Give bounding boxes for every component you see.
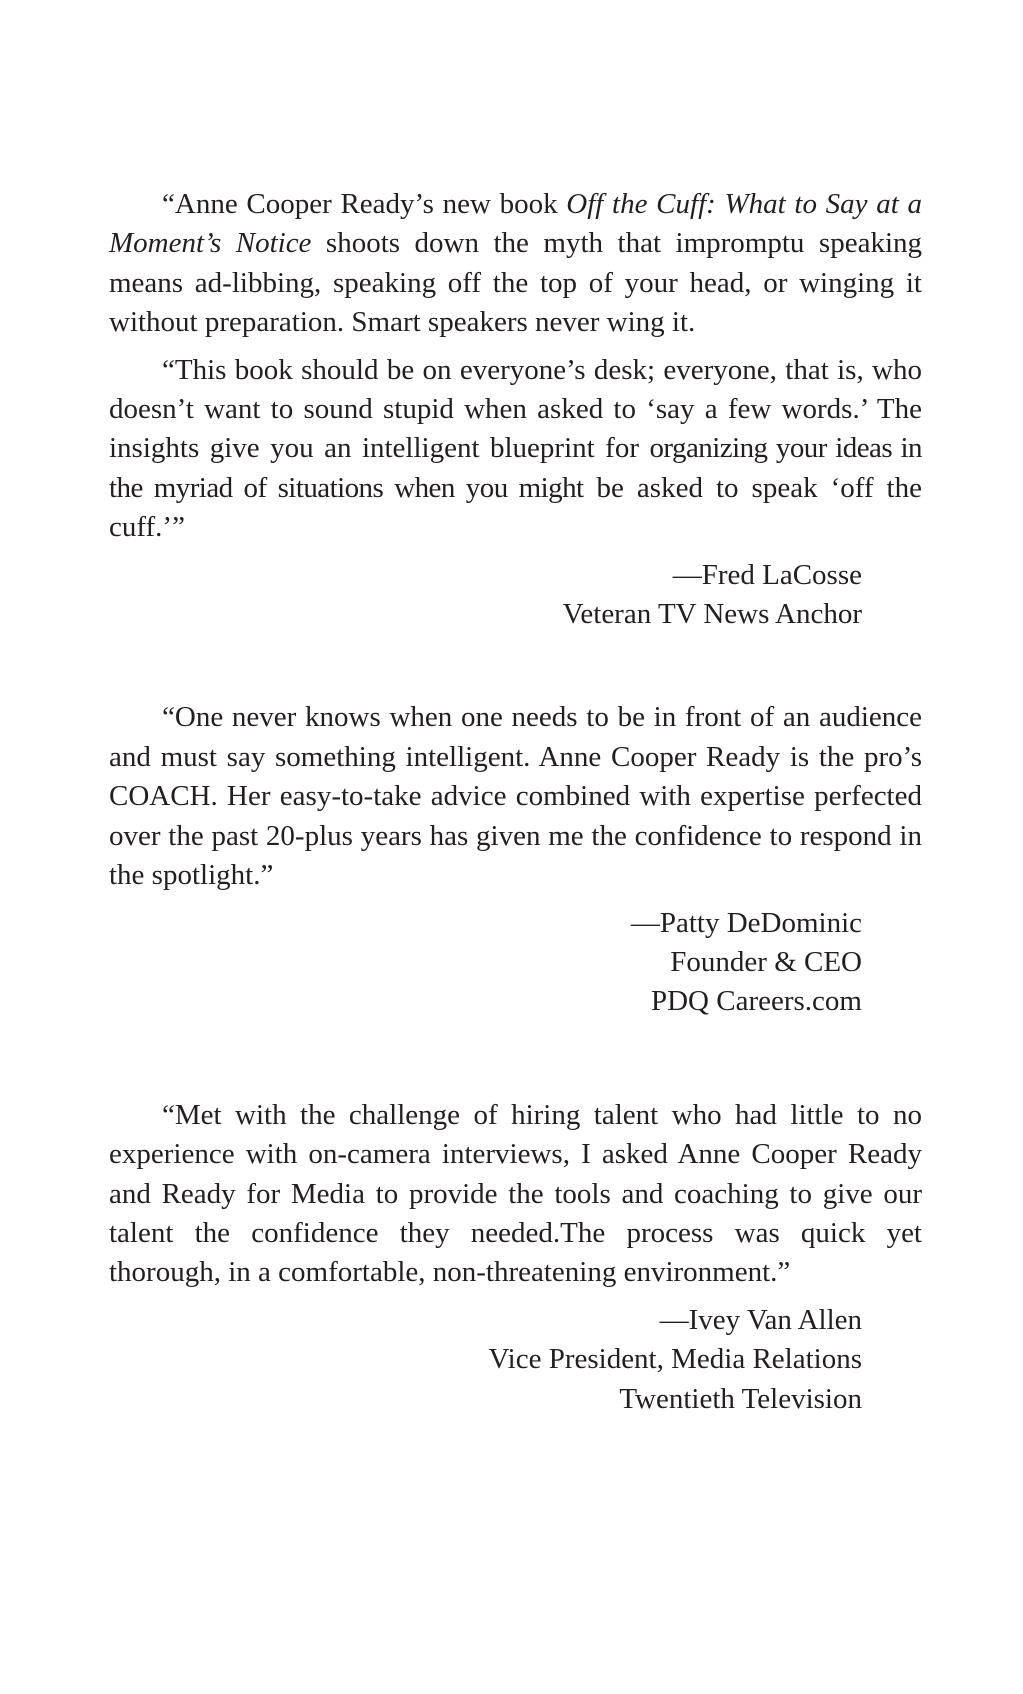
attribution-title: Veteran TV News Anchor xyxy=(562,598,862,631)
testimonial-paragraph: “Met with the challenge of hiring talent who had little to no experience with on-camera interviews, I asked Anne Cooper Ready and Ready for Media to provide the tools and coaching to give our talent the confidence they needed.The process was quick yet thorough, in a comfortable, non-threatening environment.” xyxy=(109,1098,922,1289)
testimonial-patty-dedominic xyxy=(109,698,922,1021)
attribution-company: Twentieth Television xyxy=(619,1382,862,1415)
quote-text: organizing your ideas in the myriad of situations when you might xyxy=(109,432,923,504)
testimonial-paragraph xyxy=(109,185,922,343)
attribution-title: Founder & CEO xyxy=(670,945,862,978)
quote-text: “This book should be on everyone’s desk; everyone, that is, who doesn’t want to sound stupid when asked to ‘say a few words.’ The insights give you an intelligent blueprint for xyxy=(109,353,922,465)
testimonial-ivey-van-allen xyxy=(109,1096,922,1419)
testimonial-fred-lacosse xyxy=(109,185,922,634)
quote-text: “Anne Cooper Ready’s new book xyxy=(162,188,567,220)
attribution-company: PDQ Careers.com xyxy=(650,985,862,1018)
testimonials-page xyxy=(109,185,922,1419)
attribution xyxy=(109,556,862,635)
testimonial-paragraph xyxy=(109,351,922,548)
attribution xyxy=(109,1301,862,1419)
quote-text: shoots down the myth that impromptu speaking means ad-libbing, speaking off the top of your head, or winging it without preparation. Smart speakers never wing it. xyxy=(109,227,922,339)
attribution-name: —Ivey Van Allen xyxy=(659,1303,862,1336)
quote-text: be asked to speak ‘off the cuff.’” xyxy=(109,471,922,544)
attribution-name: —Patty DeDominic xyxy=(630,906,862,939)
book-title: Off the Cuff: What to Say at a Moment’s Notice xyxy=(109,188,922,260)
attribution-name: —Fred LaCosse xyxy=(672,558,862,591)
testimonial-paragraph: “One never knows when one needs to be in front of an audience and must say something intelligent. Anne Cooper Ready is the pro’s COACH. Her easy-to-take advice combined with expertise perfected over the past 20-plus years has given me the confidence to respond in the spotlight.” xyxy=(109,701,922,892)
attribution-title: Vice President, Media Relations xyxy=(488,1343,862,1376)
attribution xyxy=(109,904,862,1022)
